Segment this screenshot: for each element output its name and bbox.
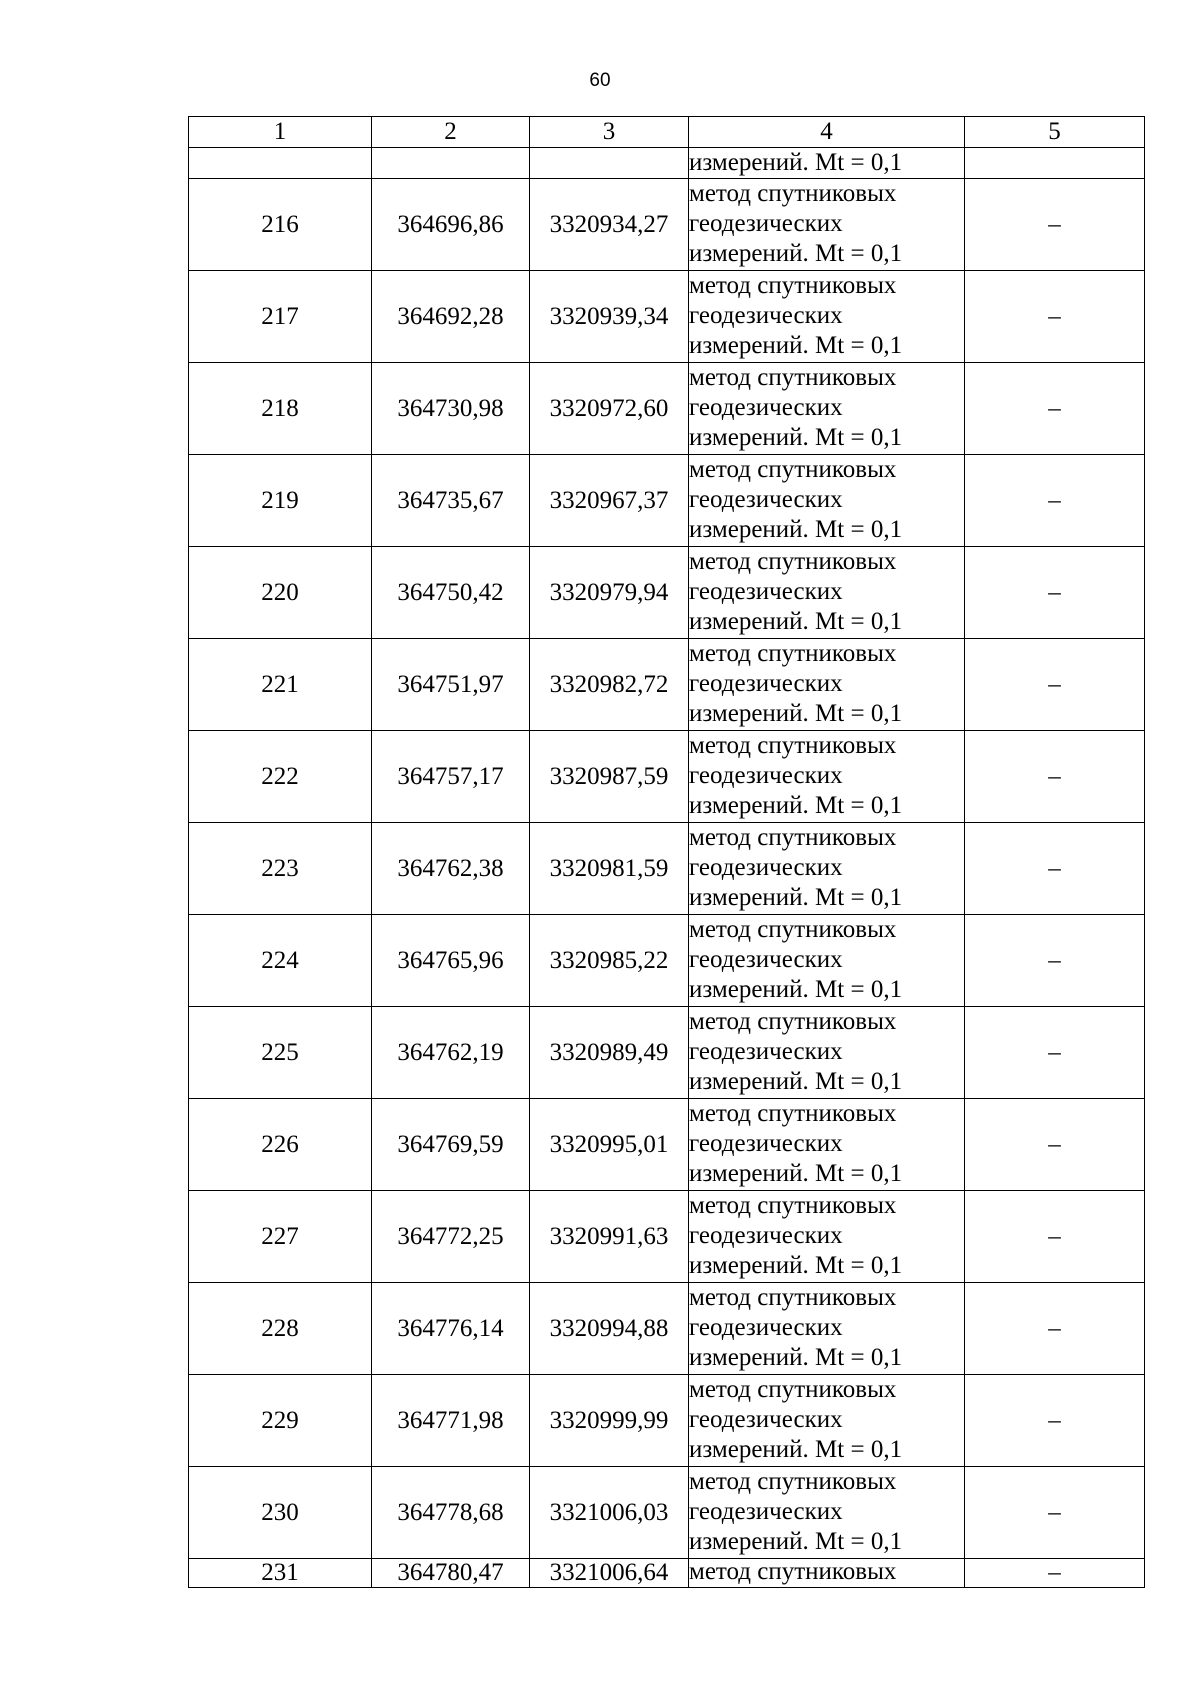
y-coordinate-cell: 3320987,59 [530, 731, 689, 823]
x-coordinate-cell: 364769,59 [372, 1099, 530, 1191]
note-cell: – [965, 731, 1145, 823]
note-cell: – [965, 1559, 1145, 1588]
point-number-cell: 224 [189, 915, 372, 1007]
method-cell [689, 1467, 965, 1559]
method-line: геодезических [689, 1406, 843, 1433]
method-line: измерений. Mt = 0,1 [689, 976, 903, 1003]
note-cell: – [965, 915, 1145, 1007]
point-number-cell: 218 [189, 363, 372, 455]
method-line: метод спутниковых [689, 272, 897, 299]
method-cell [689, 455, 965, 547]
method-cell [689, 1375, 965, 1467]
table-body [189, 148, 1145, 1588]
table-row [189, 1375, 1145, 1467]
x-coordinate-cell: 364696,86 [372, 179, 530, 271]
table-row [189, 915, 1145, 1007]
coordinates-table [188, 116, 1145, 1588]
method-line: измерений. Mt = 0,1 [689, 1528, 903, 1555]
table-row [189, 639, 1145, 731]
table-row [189, 547, 1145, 639]
x-coordinate-cell: 364771,98 [372, 1375, 530, 1467]
table-row-last [189, 1559, 1145, 1588]
note-cell: – [965, 271, 1145, 363]
table-row [189, 271, 1145, 363]
method-cell [689, 271, 965, 363]
note-cell: – [965, 823, 1145, 915]
point-number-cell: 223 [189, 823, 372, 915]
method-line: измерений. Mt = 0,1 [689, 700, 903, 727]
method-line: геодезических [689, 486, 843, 513]
method-line: геодезических [689, 302, 843, 329]
method-line: метод спутниковых [689, 456, 897, 483]
note-cell: – [965, 1191, 1145, 1283]
method-cell [689, 731, 965, 823]
method-cell [689, 1283, 965, 1375]
method-cell: метод спутниковых [689, 1559, 965, 1588]
header-cell-3: 3 [530, 117, 689, 148]
header-cell-2: 2 [372, 117, 530, 148]
note-cell: – [965, 639, 1145, 731]
y-coordinate-cell: 3320979,94 [530, 547, 689, 639]
method-cell [689, 547, 965, 639]
x-coordinate-cell: 364776,14 [372, 1283, 530, 1375]
x-coordinate-cell: 364757,17 [372, 731, 530, 823]
method-line: метод спутниковых [689, 1376, 897, 1403]
method-cell [689, 823, 965, 915]
method-cell [689, 363, 965, 455]
table-row [189, 823, 1145, 915]
method-line: геодезических [689, 394, 843, 421]
x-coordinate-cell: 364780,47 [372, 1559, 530, 1588]
method-line: геодезических [689, 578, 843, 605]
y-coordinate-cell: 3320939,34 [530, 271, 689, 363]
y-coordinate-cell: 3320995,01 [530, 1099, 689, 1191]
point-number-cell: 220 [189, 547, 372, 639]
method-line: метод спутниковых [689, 824, 897, 851]
method-cell [689, 179, 965, 271]
method-cell [689, 639, 965, 731]
table-row [189, 1099, 1145, 1191]
method-line: измерений. Mt = 0,1 [689, 424, 903, 451]
method-line: геодезических [689, 1130, 843, 1157]
method-line: измерений. Mt = 0,1 [689, 1252, 903, 1279]
x-coordinate-cell: 364765,96 [372, 915, 530, 1007]
method-line: геодезических [689, 762, 843, 789]
note-cell [965, 148, 1145, 179]
header-cell-1: 1 [189, 117, 372, 148]
x-coordinate-cell: 364750,42 [372, 547, 530, 639]
x-coordinate-cell: 364735,67 [372, 455, 530, 547]
method-line: метод спутниковых [689, 364, 897, 391]
method-line: метод спутниковых [689, 180, 897, 207]
point-number-cell: 230 [189, 1467, 372, 1559]
x-coordinate-cell: 364762,38 [372, 823, 530, 915]
table-row [189, 455, 1145, 547]
method-line: геодезических [689, 946, 843, 973]
method-line: измерений. Mt = 0,1 [689, 1160, 903, 1187]
note-cell: – [965, 363, 1145, 455]
point-number-cell [189, 148, 372, 179]
method-line: геодезических [689, 210, 843, 237]
method-line: метод спутниковых [689, 1100, 897, 1127]
y-coordinate-cell: 3321006,64 [530, 1559, 689, 1588]
note-cell: – [965, 1283, 1145, 1375]
method-line: измерений. Mt = 0,1 [689, 516, 903, 543]
point-number-cell: 226 [189, 1099, 372, 1191]
table-row [189, 179, 1145, 271]
note-cell: – [965, 547, 1145, 639]
x-coordinate-cell: 364730,98 [372, 363, 530, 455]
method-line: метод спутниковых [689, 916, 897, 943]
method-line: метод спутниковых [689, 1192, 897, 1219]
continuation-row [189, 148, 1145, 179]
point-number-cell: 221 [189, 639, 372, 731]
y-coordinate-cell [530, 148, 689, 179]
method-line: метод спутниковых [689, 640, 897, 667]
method-line: геодезических [689, 1498, 843, 1525]
y-coordinate-cell: 3320994,88 [530, 1283, 689, 1375]
method-line: измерений. Mt = 0,1 [689, 332, 903, 359]
y-coordinate-cell: 3320967,37 [530, 455, 689, 547]
point-number-cell: 229 [189, 1375, 372, 1467]
method-line: измерений. Mt = 0,1 [689, 1436, 903, 1463]
method-line: измерений. Mt = 0,1 [689, 1068, 903, 1095]
method-line: метод спутниковых [689, 548, 897, 575]
method-line: измерений. Mt = 0,1 [689, 1344, 903, 1371]
note-cell: – [965, 1099, 1145, 1191]
method-line: измерений. Mt = 0,1 [689, 792, 903, 819]
method-line: измерений. Mt = 0,1 [689, 240, 903, 267]
note-cell: – [965, 1467, 1145, 1559]
method-line: геодезических [689, 1038, 843, 1065]
header-cell-4: 4 [689, 117, 965, 148]
method-line: метод спутниковых [689, 732, 897, 759]
x-coordinate-cell: 364692,28 [372, 271, 530, 363]
table-row [189, 1007, 1145, 1099]
method-line: геодезических [689, 1222, 843, 1249]
point-number-cell: 222 [189, 731, 372, 823]
method-cell [689, 1007, 965, 1099]
y-coordinate-cell: 3320934,27 [530, 179, 689, 271]
x-coordinate-cell: 364751,97 [372, 639, 530, 731]
note-cell: – [965, 455, 1145, 547]
method-line: геодезических [689, 854, 843, 881]
page-number: 60 [589, 70, 611, 91]
x-coordinate-cell: 364762,19 [372, 1007, 530, 1099]
method-line: измерений. Mt = 0,1 [689, 884, 903, 911]
method-line: метод спутниковых [689, 1008, 897, 1035]
x-coordinate-cell: 364778,68 [372, 1467, 530, 1559]
table-row [189, 1283, 1145, 1375]
point-number-cell: 231 [189, 1559, 372, 1588]
method-cell [689, 1099, 965, 1191]
note-cell: – [965, 1007, 1145, 1099]
x-coordinate-cell [372, 148, 530, 179]
point-number-cell: 217 [189, 271, 372, 363]
method-line: метод спутниковых [689, 1468, 897, 1495]
table-row [189, 1191, 1145, 1283]
method-line: измерений. Mt = 0,1 [689, 608, 903, 635]
method-cell: измерений. Mt = 0,1 [689, 148, 965, 179]
method-line: геодезических [689, 1314, 843, 1341]
x-coordinate-cell: 364772,25 [372, 1191, 530, 1283]
y-coordinate-cell: 3320972,60 [530, 363, 689, 455]
header-row [189, 117, 1145, 148]
y-coordinate-cell: 3320985,22 [530, 915, 689, 1007]
table-row [189, 1467, 1145, 1559]
point-number-cell: 216 [189, 179, 372, 271]
y-coordinate-cell: 3320999,99 [530, 1375, 689, 1467]
point-number-cell: 228 [189, 1283, 372, 1375]
table-row [189, 731, 1145, 823]
y-coordinate-cell: 3320981,59 [530, 823, 689, 915]
y-coordinate-cell: 3321006,03 [530, 1467, 689, 1559]
point-number-cell: 227 [189, 1191, 372, 1283]
y-coordinate-cell: 3320982,72 [530, 639, 689, 731]
method-line: геодезических [689, 670, 843, 697]
method-cell [689, 1191, 965, 1283]
note-cell: – [965, 1375, 1145, 1467]
y-coordinate-cell: 3320991,63 [530, 1191, 689, 1283]
point-number-cell: 219 [189, 455, 372, 547]
note-cell: – [965, 179, 1145, 271]
method-cell [689, 915, 965, 1007]
y-coordinate-cell: 3320989,49 [530, 1007, 689, 1099]
header-cell-5: 5 [965, 117, 1145, 148]
method-line: метод спутниковых [689, 1284, 897, 1311]
point-number-cell: 225 [189, 1007, 372, 1099]
table-row [189, 363, 1145, 455]
